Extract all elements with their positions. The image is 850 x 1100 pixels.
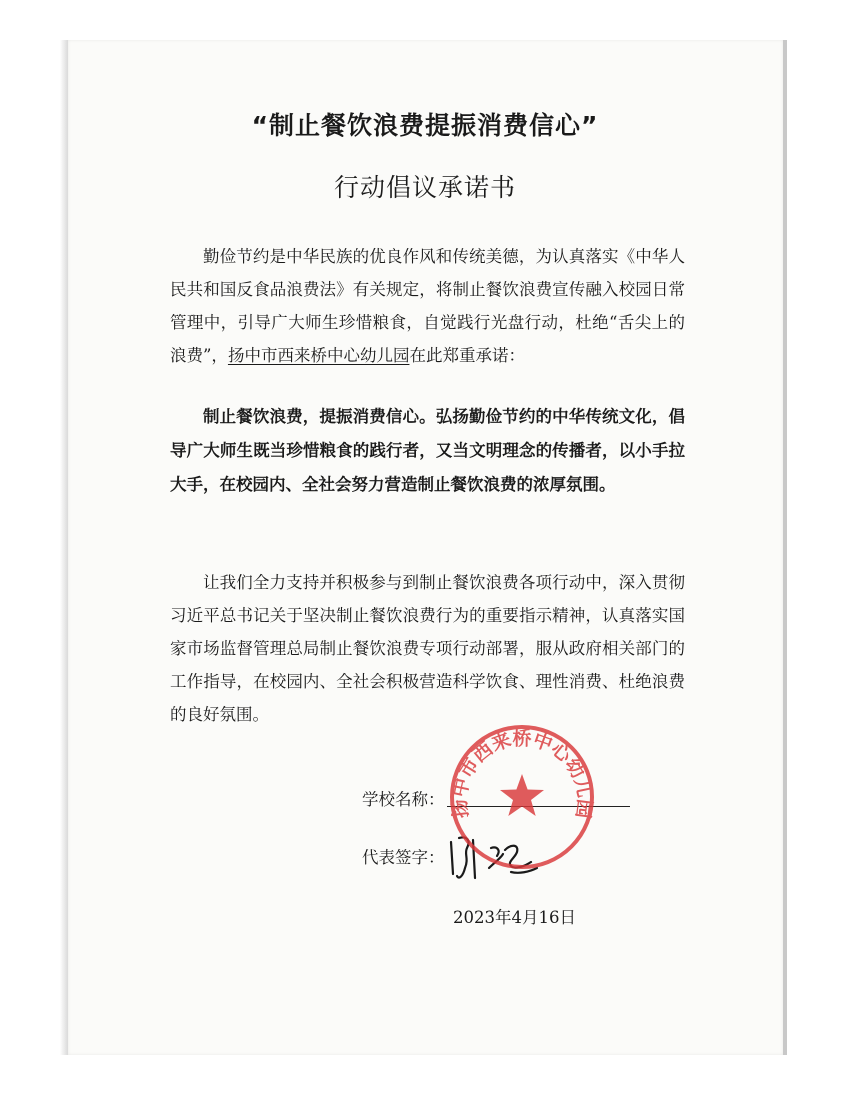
document-date: 2023年4月16日 — [453, 908, 576, 927]
action-paragraph: 让我们全力支持并积极参与到制止餐饮浪费各项行动中，深入贯彻习近平总书记关于坚决制止餐饮浪费行为的重要指示精神，认真落实国家市场监督管理总局制止餐饮浪费专项行动部署，服从政府相关部门的工作指导，在校园内、全社会积极营造科学饮食、理性消费、杜绝浪费的良好氛围。 — [170, 573, 685, 724]
intro-text-end: 在此郑重承诺： — [409, 346, 525, 365]
intro-text: 勤俭节约是中华民族的优良作风和传统美德，为认真落实《中华人民共和国反食品浪费法》有关规定，将制止餐饮浪费宣传融入校园日常管理中，引导广大师生珍惜粮食，自觉践行光盘行动，杜绝“舌尖上的浪费”， — [170, 247, 685, 365]
representative-signature-label: 代表签字： — [362, 848, 445, 867]
document-title: “制止餐饮浪费提振消费信心” — [251, 111, 599, 140]
commitment-paragraph: 制止餐饮浪费，提振消费信心。弘扬勤俭节约的中华传统文化，倡导广大师生既当珍惜粮食的践行者，又当文明理念的传播者，以小手拉大手，在校园内、全社会努力营造制止餐饮浪费的浓厚氛围。 — [170, 407, 685, 494]
intro-paragraph — [170, 240, 685, 372]
document-subtitle: 行动倡议承诺书 — [333, 173, 516, 202]
school-name-label: 学校名称： — [362, 790, 445, 809]
star-icon — [500, 774, 544, 816]
school-name-underlined: 扬中市西来桥中心幼儿园 — [227, 346, 410, 365]
official-seal — [447, 722, 597, 872]
seal-text: 扬中市西来桥中心幼儿园 — [448, 727, 596, 820]
